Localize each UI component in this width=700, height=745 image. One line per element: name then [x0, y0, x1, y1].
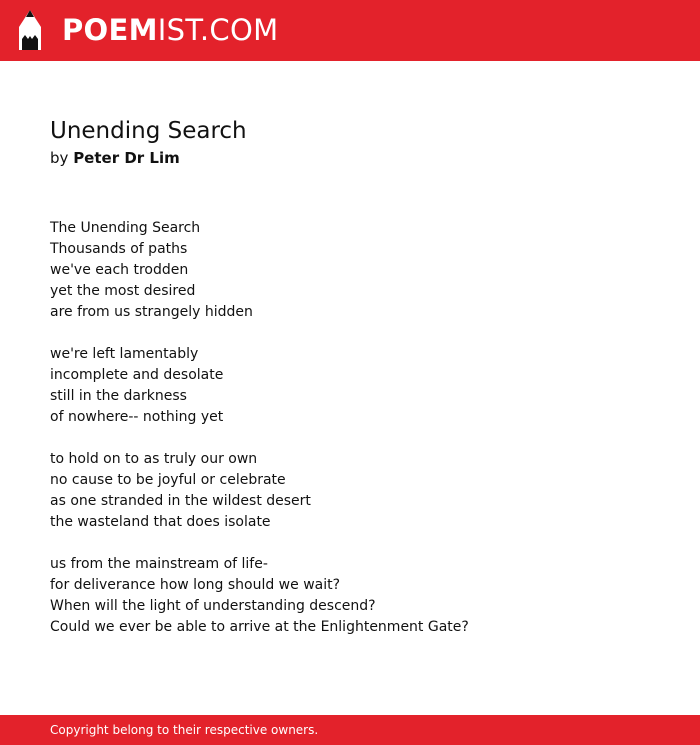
poem-author: Peter Dr Lim — [73, 149, 180, 167]
poem-line: no cause to be joyful or celebrate — [50, 472, 286, 488]
poem-line: of nowhere-- nothing yet — [50, 409, 224, 425]
poem-line: to hold on to as truly our own — [50, 451, 258, 467]
byline-prefix: by — [50, 149, 69, 167]
poem-line: as one stranded in the wildest desert — [50, 493, 311, 509]
poem-stanza — [50, 554, 670, 638]
pencil-icon[interactable] — [17, 9, 43, 51]
poem-line: incomplete and desolate — [50, 367, 224, 383]
poem-line: we've each trodden — [50, 262, 189, 278]
poem-body — [50, 218, 670, 638]
poem-line: the wasteland that does isolate — [50, 514, 271, 530]
poem-line: The Unending Search — [50, 220, 201, 236]
poem-line: we're left lamentably — [50, 346, 199, 362]
logo-text-bold: POEM — [62, 13, 158, 47]
poem-line: us from the mainstream of life- — [50, 556, 268, 572]
copyright-text: Copyright belong to their respective owners. — [50, 723, 319, 737]
poem-line: When will the light of understanding descend? — [50, 598, 376, 614]
site-footer — [0, 715, 700, 745]
poem-line: are from us strangely hidden — [50, 304, 253, 320]
poem-title: Unending Search — [50, 118, 247, 144]
site-header — [0, 0, 700, 61]
poem-stanza — [50, 344, 670, 428]
poem-byline — [50, 146, 670, 170]
poem-line: Thousands of paths — [50, 241, 188, 257]
poem-content — [50, 116, 670, 638]
site-logo[interactable] — [62, 10, 278, 50]
poem-line: yet the most desired — [50, 283, 196, 299]
poem-line: for deliverance how long should we wait? — [50, 577, 341, 593]
poem-line: Could we ever be able to arrive at the Enlightenment Gate? — [50, 619, 469, 635]
poem-stanza — [50, 218, 670, 323]
logo-text-light: IST.COM — [157, 13, 279, 47]
poem-line: still in the darkness — [50, 388, 187, 404]
poem-stanza — [50, 449, 670, 533]
